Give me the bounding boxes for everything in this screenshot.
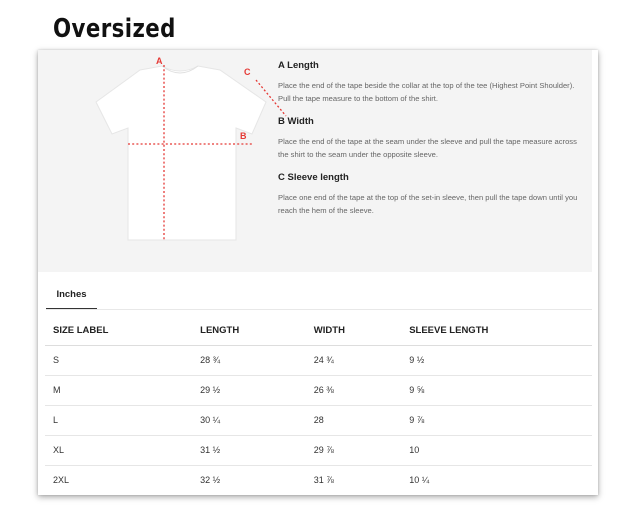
- instruction-heading: C Sleeve length: [278, 172, 349, 183]
- column-header: LENGTH: [192, 316, 306, 345]
- column-header: WIDTH: [306, 316, 401, 345]
- table-cell: XL: [45, 435, 192, 465]
- table-row: [45, 405, 592, 435]
- measurement-guide: [38, 50, 592, 272]
- table-row: [45, 465, 592, 495]
- instruction-heading: B Width: [278, 116, 314, 127]
- table-cell: 30 ¼: [192, 405, 306, 435]
- instruction-heading: A Length: [278, 60, 319, 71]
- label-b: B: [240, 131, 247, 141]
- table-cell: 31 ½: [192, 435, 306, 465]
- label-c: C: [244, 67, 251, 77]
- table-cell: 9 ⅝: [401, 375, 592, 405]
- table-cell: 28 ¾: [192, 345, 306, 375]
- table-cell: 10 ¼: [409, 475, 430, 486]
- tshirt-shape: [96, 66, 266, 240]
- label-a: A: [156, 56, 163, 66]
- page-title: Oversized: [53, 14, 176, 44]
- table-cell: 24 ¾: [306, 345, 401, 375]
- instruction-length: [278, 60, 578, 105]
- instruction-width: [278, 116, 578, 161]
- tab-inches[interactable]: Inches: [46, 280, 97, 309]
- table-row: [45, 375, 592, 405]
- table-row: [45, 345, 592, 375]
- table-header-row: [45, 316, 592, 345]
- tab-divider: [46, 309, 592, 310]
- table-cell: 9 ½: [401, 345, 592, 375]
- table-cell: 26 ⅜: [306, 375, 401, 405]
- table-cell: 28: [306, 405, 401, 435]
- instruction-text: Place the end of the tape at the seam under the sleeve and pull the tape measure across the shirt to the seam under the opposite sleeve.: [278, 137, 577, 159]
- instruction-text: Place the end of the tape beside the collar at the top of the tee (Highest Point Shoulder). Pull the tape measure to the bottom of the shirt.: [278, 81, 575, 103]
- table-cell: L: [45, 405, 192, 435]
- table-cell: S: [45, 345, 192, 375]
- table-cell: 10: [401, 435, 592, 465]
- column-header: SIZE LABEL: [45, 316, 192, 345]
- table-cell: 9 ⅞: [401, 405, 592, 435]
- table-row: [45, 435, 592, 465]
- column-header: SLEEVE LENGTH: [401, 316, 592, 345]
- size-guide-card: [38, 50, 598, 495]
- table-cell: 29 ½: [192, 375, 306, 405]
- tshirt-diagram: [68, 50, 288, 250]
- measurement-instructions: [278, 60, 578, 228]
- table-cell: 31 ⅞: [313, 475, 334, 486]
- table-cell: M: [45, 375, 192, 405]
- instruction-sleeve: [278, 172, 578, 217]
- size-table: [45, 316, 592, 495]
- instruction-text: Place one end of the tape at the top of the set-in sleeve, then pull the tape down until you reach the hem of the sleeve.: [278, 193, 578, 215]
- table-cell: 2XL: [53, 475, 70, 486]
- table-cell: 32 ½: [200, 475, 221, 486]
- table-cell: 29 ⅞: [306, 435, 401, 465]
